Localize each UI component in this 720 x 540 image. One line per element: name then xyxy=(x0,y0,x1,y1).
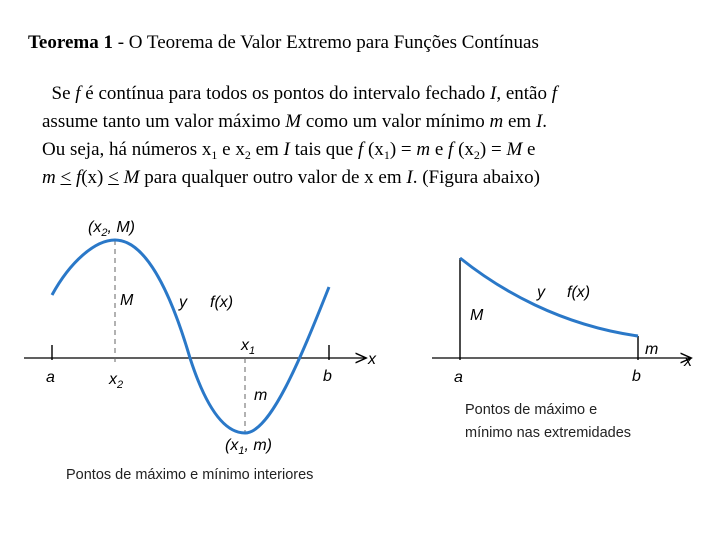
caption-right-line-2: mínimo nas extremidades xyxy=(465,425,632,441)
label-a-right: a xyxy=(454,369,463,386)
var-I: I xyxy=(406,167,413,188)
var-M: M xyxy=(285,111,302,132)
label-m-left: m xyxy=(254,387,268,404)
text: ) = xyxy=(479,139,507,160)
text: (x xyxy=(453,139,474,160)
label-y-right: y xyxy=(537,284,545,301)
right-figure xyxy=(432,258,693,441)
var-m: m xyxy=(416,139,431,160)
var-f: f xyxy=(357,139,364,160)
var-m: m xyxy=(489,111,504,132)
label-M-left: M xyxy=(120,292,134,309)
var-m: m xyxy=(42,167,56,188)
text: e xyxy=(522,139,536,160)
subscript: 2 xyxy=(244,148,251,162)
text: é contínua para todos os pontos do intervalo fechado xyxy=(80,83,490,104)
var-I: I xyxy=(535,111,543,132)
subscript: 1 xyxy=(211,148,218,162)
text: como um valor mínimo xyxy=(301,111,490,132)
label-m-right: m xyxy=(645,341,659,358)
text: em xyxy=(503,111,536,132)
text: para qualquer outro valor de x em xyxy=(139,167,407,188)
caption-right-line-1: Pontos de máximo e xyxy=(465,402,598,418)
text: em xyxy=(250,139,284,160)
text: , então xyxy=(496,83,552,104)
label-min-point: ($x_1$, m) xyxy=(225,437,272,457)
text: . xyxy=(542,111,548,132)
text: (x) xyxy=(81,167,109,188)
subscript: 1 xyxy=(383,148,390,162)
text: . (Figura abaixo) xyxy=(412,167,540,188)
less-equal-sign: < xyxy=(60,167,72,188)
label-x1-axis: $x_1$ xyxy=(241,337,256,357)
theorem-name: - O Teorema de Valor Extremo para Funções Contínuas xyxy=(112,32,539,53)
label-x-axis-right: x xyxy=(684,353,692,370)
continuous-curve-left xyxy=(52,240,329,433)
text: tais que xyxy=(289,139,358,160)
caption-left: Pontos de máximo e mínimo interiores xyxy=(66,467,314,483)
label-x-axis-left: x xyxy=(368,351,376,368)
subscript: 2 xyxy=(473,148,480,162)
var-I: I xyxy=(283,139,290,160)
label-max-point: ($x_2$, M) xyxy=(88,219,135,239)
label-x2-axis: $x_2$ xyxy=(109,371,124,391)
left-figure xyxy=(24,219,377,483)
label-fx-left: f(x) xyxy=(210,294,234,311)
var-I: I xyxy=(489,83,497,104)
var-M: M xyxy=(506,139,523,160)
var-f: f xyxy=(448,139,454,160)
var-M: M xyxy=(118,167,140,188)
var-f: f xyxy=(75,83,81,104)
label-a-left: a xyxy=(46,369,55,386)
text: (x xyxy=(363,139,384,160)
label-fx-right: f(x) xyxy=(567,284,591,301)
continuous-curve-right xyxy=(460,258,638,336)
text: e x xyxy=(217,139,245,160)
text: ) = xyxy=(389,139,417,160)
label-b-left: b xyxy=(323,368,332,385)
var-f: f xyxy=(551,83,557,104)
less-equal-sign: < xyxy=(108,167,119,188)
text: assume tanto um valor máximo xyxy=(42,111,286,132)
text: e xyxy=(430,139,449,160)
label-b-right: b xyxy=(632,368,641,385)
theorem-number: Teorema 1 xyxy=(28,32,113,53)
var-f: f xyxy=(75,167,82,188)
text: Ou seja, há números x xyxy=(42,139,212,160)
label-M-right: M xyxy=(470,307,484,324)
text: Se xyxy=(51,83,76,104)
label-y-left: y xyxy=(179,294,187,311)
